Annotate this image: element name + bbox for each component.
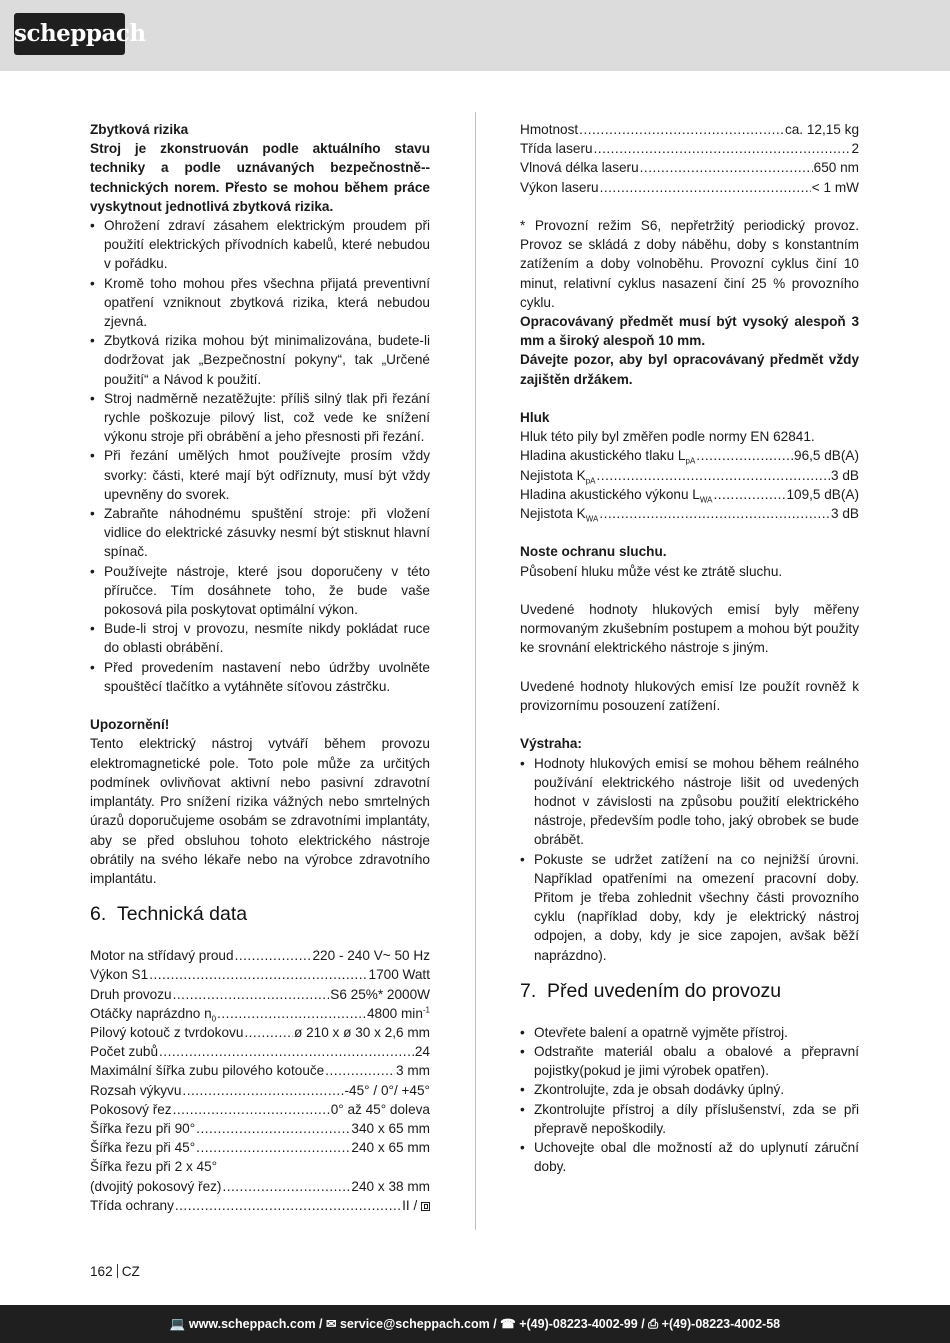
tech-label: Otáčky naprázdno $n_0$ xyxy=(90,1005,217,1023)
language-code: CZ xyxy=(121,1264,140,1279)
list-item: • Odstraňte materiál obalu a obalové a přepravní pojistky(pokud je jimi výrobek opatřen). xyxy=(520,1042,859,1080)
noise-label: Nejistota $K_{WA}$ xyxy=(520,506,599,524)
page-footer: 💻 www.scheppach.com / ✉ service@scheppach.com / ☎ +(49)-08223-4002-99 / ⎙ +(49)-08223-4002-58 xyxy=(0,1305,950,1343)
noise-title: Hluk xyxy=(520,410,550,426)
noise-row xyxy=(520,466,859,485)
tech-value: < 1 mW xyxy=(811,179,859,195)
tech-row xyxy=(90,1177,430,1196)
noise-label: Hladina akustického výkonu $L_{WA}$ xyxy=(520,486,713,505)
tech-value: -45° / 0°/ +45° xyxy=(344,1082,430,1098)
section-7-heading xyxy=(520,979,859,1003)
tech-value: 220 - 240 V~ 50 Hz xyxy=(312,948,430,964)
tech-label: Šířka řezu při 45° xyxy=(90,1140,196,1156)
tech-row xyxy=(520,120,859,139)
tech-label: Třída laseru xyxy=(520,141,593,157)
tech-label: Třída ochrany xyxy=(90,1197,174,1213)
section-7-list xyxy=(520,1023,859,1177)
column-divider xyxy=(475,112,476,1230)
hearing-protection-title: Noste ochranu sluchu. xyxy=(520,544,667,560)
tech-row xyxy=(90,1100,430,1119)
warning-title: Výstraha: xyxy=(520,736,582,752)
fax-icon: ⎙ xyxy=(648,1317,659,1331)
list-item: • Používejte nástroje, které jsou doporučeny v této příručce. Tím dosáhnete toho, že bude vaše pokosová pila poskytovat optimální výkon. xyxy=(90,562,430,620)
tech-row xyxy=(90,1061,430,1080)
noise-value: 3 dB xyxy=(831,506,859,522)
tech-value: 24 xyxy=(414,1044,430,1060)
email-icon: ✉ xyxy=(326,1317,337,1331)
list-item: • Zbytková rizika mohou být minimalizována, budete-li dodržovat jak „Bezpečnostní pokyny“, tak „Určené použití“ a Návod k použití. xyxy=(90,331,430,389)
list-item: • Stroj nadměrně nezatěžujte: příliš silný tlak při řezání rychle poškozuje pilový list, což vede ke snížení výkonu stroje při obrábění a jeho přesnosti při řezání. xyxy=(90,389,430,447)
tech-value: 0° až 45° doleva xyxy=(330,1101,430,1117)
section-title: Před uvedením do provozu xyxy=(547,979,782,1002)
residual-risks-intro: Stroj je zkonstruován podle aktuálního stavu techniky a podle uznávaných bezpečnostně--technických norem. Přesto se mohou během práce vyskytnout jednotlivá zbytková rizika. xyxy=(90,141,430,214)
section-number: 7. xyxy=(520,979,537,1002)
tech-label: Vlnová délka laseru xyxy=(520,160,639,176)
list-item: • Kromě toho mohou přes všechna přijatá preventivní opatření vzniknout zbytková rizika, která nebudou zjevná. xyxy=(90,274,430,332)
noise-intro: Hluk této pily byl změřen podle normy EN 62841. xyxy=(520,429,815,445)
list-item: • Pokuste se udržet zatížení na co nejnižší úrovni. Například opatřeními na omezení pracovní doby. Přitom je třeba zohlednit všechny části provozního cyklu (například doby, kdy je elektrický nástroj odpojen, a doby, kdy je sice zapojen, avšak běží naprázdno). xyxy=(520,850,859,965)
right-column xyxy=(520,120,859,1176)
phone-number: +(49)-08223-4002-99 xyxy=(519,1317,638,1331)
website-link[interactable]: www.scheppach.com xyxy=(188,1317,316,1331)
list-item: • Při řezání umělých hmot používejte prosím vždy svorky: části, které mají být odříznuty, musí být vždy upevněny do svorek. xyxy=(90,446,430,504)
tech-value: II / xyxy=(402,1196,430,1215)
tech-row xyxy=(90,1081,430,1100)
tech-value: 4800 $\min^{-1}$ xyxy=(366,1005,430,1021)
tech-value: 2 xyxy=(851,141,859,157)
tech-value: 3 mm xyxy=(396,1063,430,1079)
email-link[interactable]: service@scheppach.com xyxy=(339,1317,490,1331)
tech-label: Výkon laseru xyxy=(520,179,599,195)
tech-row xyxy=(90,985,430,1004)
list-item: • Uchovejte obal dle možností až do uplynutí záruční doby. xyxy=(520,1138,859,1176)
tech-value: ø 210 x ø 30 x 2,6 mm xyxy=(294,1024,430,1040)
emission-text-2: Uvedené hodnoty hlukových emisí lze použít rovněž k provizornímu posouzení zatížení. xyxy=(520,678,859,714)
tech-label: Hmotnost xyxy=(520,122,579,137)
tech-row xyxy=(90,1042,430,1061)
section-number: 6. xyxy=(90,903,107,926)
list-item: • Zkontrolujte, zda je obsah dodávky úplný. xyxy=(520,1080,859,1099)
list-item: • Ohrožení zdraví zásahem elektrickým proudem při použití elektrických přívodních kabelů, které nebudou v pořádku. xyxy=(90,216,430,274)
hearing-protection-text: Působení hluku může vést ke ztrátě sluchu. xyxy=(520,563,783,579)
list-item: • Hodnoty hlukových emisí se mohou během reálného používání elektrického nástroje lišit od uvedených hodnot v závislosti na způsobu použití elektrického nástroje, především podle toho, jaký obrobek se bude obrábět. xyxy=(520,754,859,850)
noise-label: Nejistota $K_{pA}$ xyxy=(520,467,596,485)
tech-label: Šířka řezu při 90° xyxy=(90,1120,196,1136)
list-item: • Zkontrolujte přístroj a díly příslušenství, zda se při přepravě nepoškodily. xyxy=(520,1100,859,1138)
notice-title: Upozornění! xyxy=(90,717,170,733)
residual-risks-list xyxy=(90,216,430,696)
operating-mode-footnote: * Provozní režim S6, nepřetržitý periodický provoz. Provoz se skládá z doby náběhu, doby s konstantním zatížením a doby volnoběhu. Provozní cyklus činí 10 minut, relativní cyklus nasazení činí 25 % provozního cyklu. xyxy=(520,218,859,310)
tech-row xyxy=(90,1157,430,1176)
noise-label: Hladina akustického tlaku $L_{pA}$ xyxy=(520,448,696,466)
noise-value: 3 dB xyxy=(831,467,859,483)
page-number-label xyxy=(90,1264,140,1279)
tech-row xyxy=(90,1119,430,1138)
tech-label: Počet zubů xyxy=(90,1044,159,1060)
tech-value: 240 x 38 mm xyxy=(351,1178,430,1194)
tech-row xyxy=(520,178,859,197)
tech-value: 650 nm xyxy=(813,160,859,176)
noise-value: 109,5 dB(A) xyxy=(786,486,859,502)
tech-row xyxy=(90,946,430,965)
section-6-heading xyxy=(90,902,430,926)
warning-list xyxy=(520,754,859,965)
protection-class-ii-icon xyxy=(421,1202,430,1211)
tech-row xyxy=(90,1023,430,1042)
list-item: • Bude-li stroj v provozu, nesmíte nikdy pokládat ruce do oblasti obrábění. xyxy=(90,619,430,657)
tech-value: 240 x 65 mm xyxy=(351,1140,430,1156)
tech-label: Pilový kotouč z tvrdokovu xyxy=(90,1024,244,1040)
noise-row xyxy=(520,485,859,504)
tech-label: Motor na střídavý proud xyxy=(90,948,234,964)
residual-risks-title: Zbytková rizika xyxy=(90,122,189,137)
tech-row xyxy=(90,965,430,984)
notice-text: Tento elektrický nástroj vytváří během provozu elektromagnetické pole. Toto pole může za určitých podmínek ovlivňovat aktivní nebo pasivní zdravotní implantáty. Pro snížení rizika vážných nebo smrtelných úrazů doporučujeme osobám se zdravotními implantáty, aby se před obsluhou tohoto elektrického nástroje obrátily na svého lékaře nebo na výrobce zdravotního implantátu. xyxy=(90,736,430,886)
emission-text-1: Uvedené hodnoty hlukových emisí byly měřeny normovaným zkušebním postupem a mohou být použity ke srovnání elektrického nástroje s jiným. xyxy=(520,602,859,656)
tech-label: Pokosový řez xyxy=(90,1101,172,1117)
tech-row xyxy=(90,1138,430,1157)
noise-value: 96,5 dB(A) xyxy=(794,448,859,464)
tech-row xyxy=(90,1196,430,1215)
tech-label: Šířka řezu při 2 x 45° xyxy=(90,1159,218,1175)
noise-row xyxy=(520,504,859,523)
tech-label: (dvojitý pokosový řez) xyxy=(90,1178,222,1194)
tech-value: 1700 Watt xyxy=(368,967,430,983)
scheppach-logo: scheppach xyxy=(14,13,125,55)
left-column xyxy=(90,120,430,1215)
phone-icon: ☎ xyxy=(500,1317,516,1331)
tech-row xyxy=(520,139,859,158)
page-header xyxy=(0,0,950,71)
list-item: • Otevřete balení a opatrně vyjměte přístroj. xyxy=(520,1023,859,1042)
page-number: 162 xyxy=(90,1264,113,1279)
tech-label: Druh provozu xyxy=(90,986,172,1002)
tech-label: Rozsah výkyvu xyxy=(90,1082,182,1098)
tech-value: S6 25%* 2000W xyxy=(330,986,430,1002)
tech-value: ca. 12,15 kg xyxy=(784,122,859,137)
list-item: • Zabraňte náhodnému spuštění stroje: při vložení vidlice do elektrické zásuvky nesmí být stisknut hlavní spínač. xyxy=(90,504,430,562)
tech-label: Maximální šířka zubu pilového kotouče xyxy=(90,1063,325,1079)
holder-note: Dávejte pozor, aby byl opracovávaný předmět vždy zajištěn držákem. xyxy=(520,352,859,387)
fax-number: +(49)-08223-4002-58 xyxy=(661,1317,781,1331)
workpiece-note: Opracovávaný předmět musí být vysoký alespoň 3 mm a široký alespoň 10 mm. xyxy=(520,314,859,349)
tech-row xyxy=(90,1004,430,1023)
section-title: Technická data xyxy=(117,903,248,926)
tech-label: Výkon S1 xyxy=(90,967,149,983)
tech-row xyxy=(520,158,859,177)
computer-icon: 💻 xyxy=(169,1317,186,1331)
list-item: • Před provedením nastavení nebo údržby uvolněte spouštěcí tlačítko a vytáhněte síťovou zástrčku. xyxy=(90,658,430,696)
tech-value: 340 x 65 mm xyxy=(351,1120,430,1136)
noise-row xyxy=(520,446,859,465)
